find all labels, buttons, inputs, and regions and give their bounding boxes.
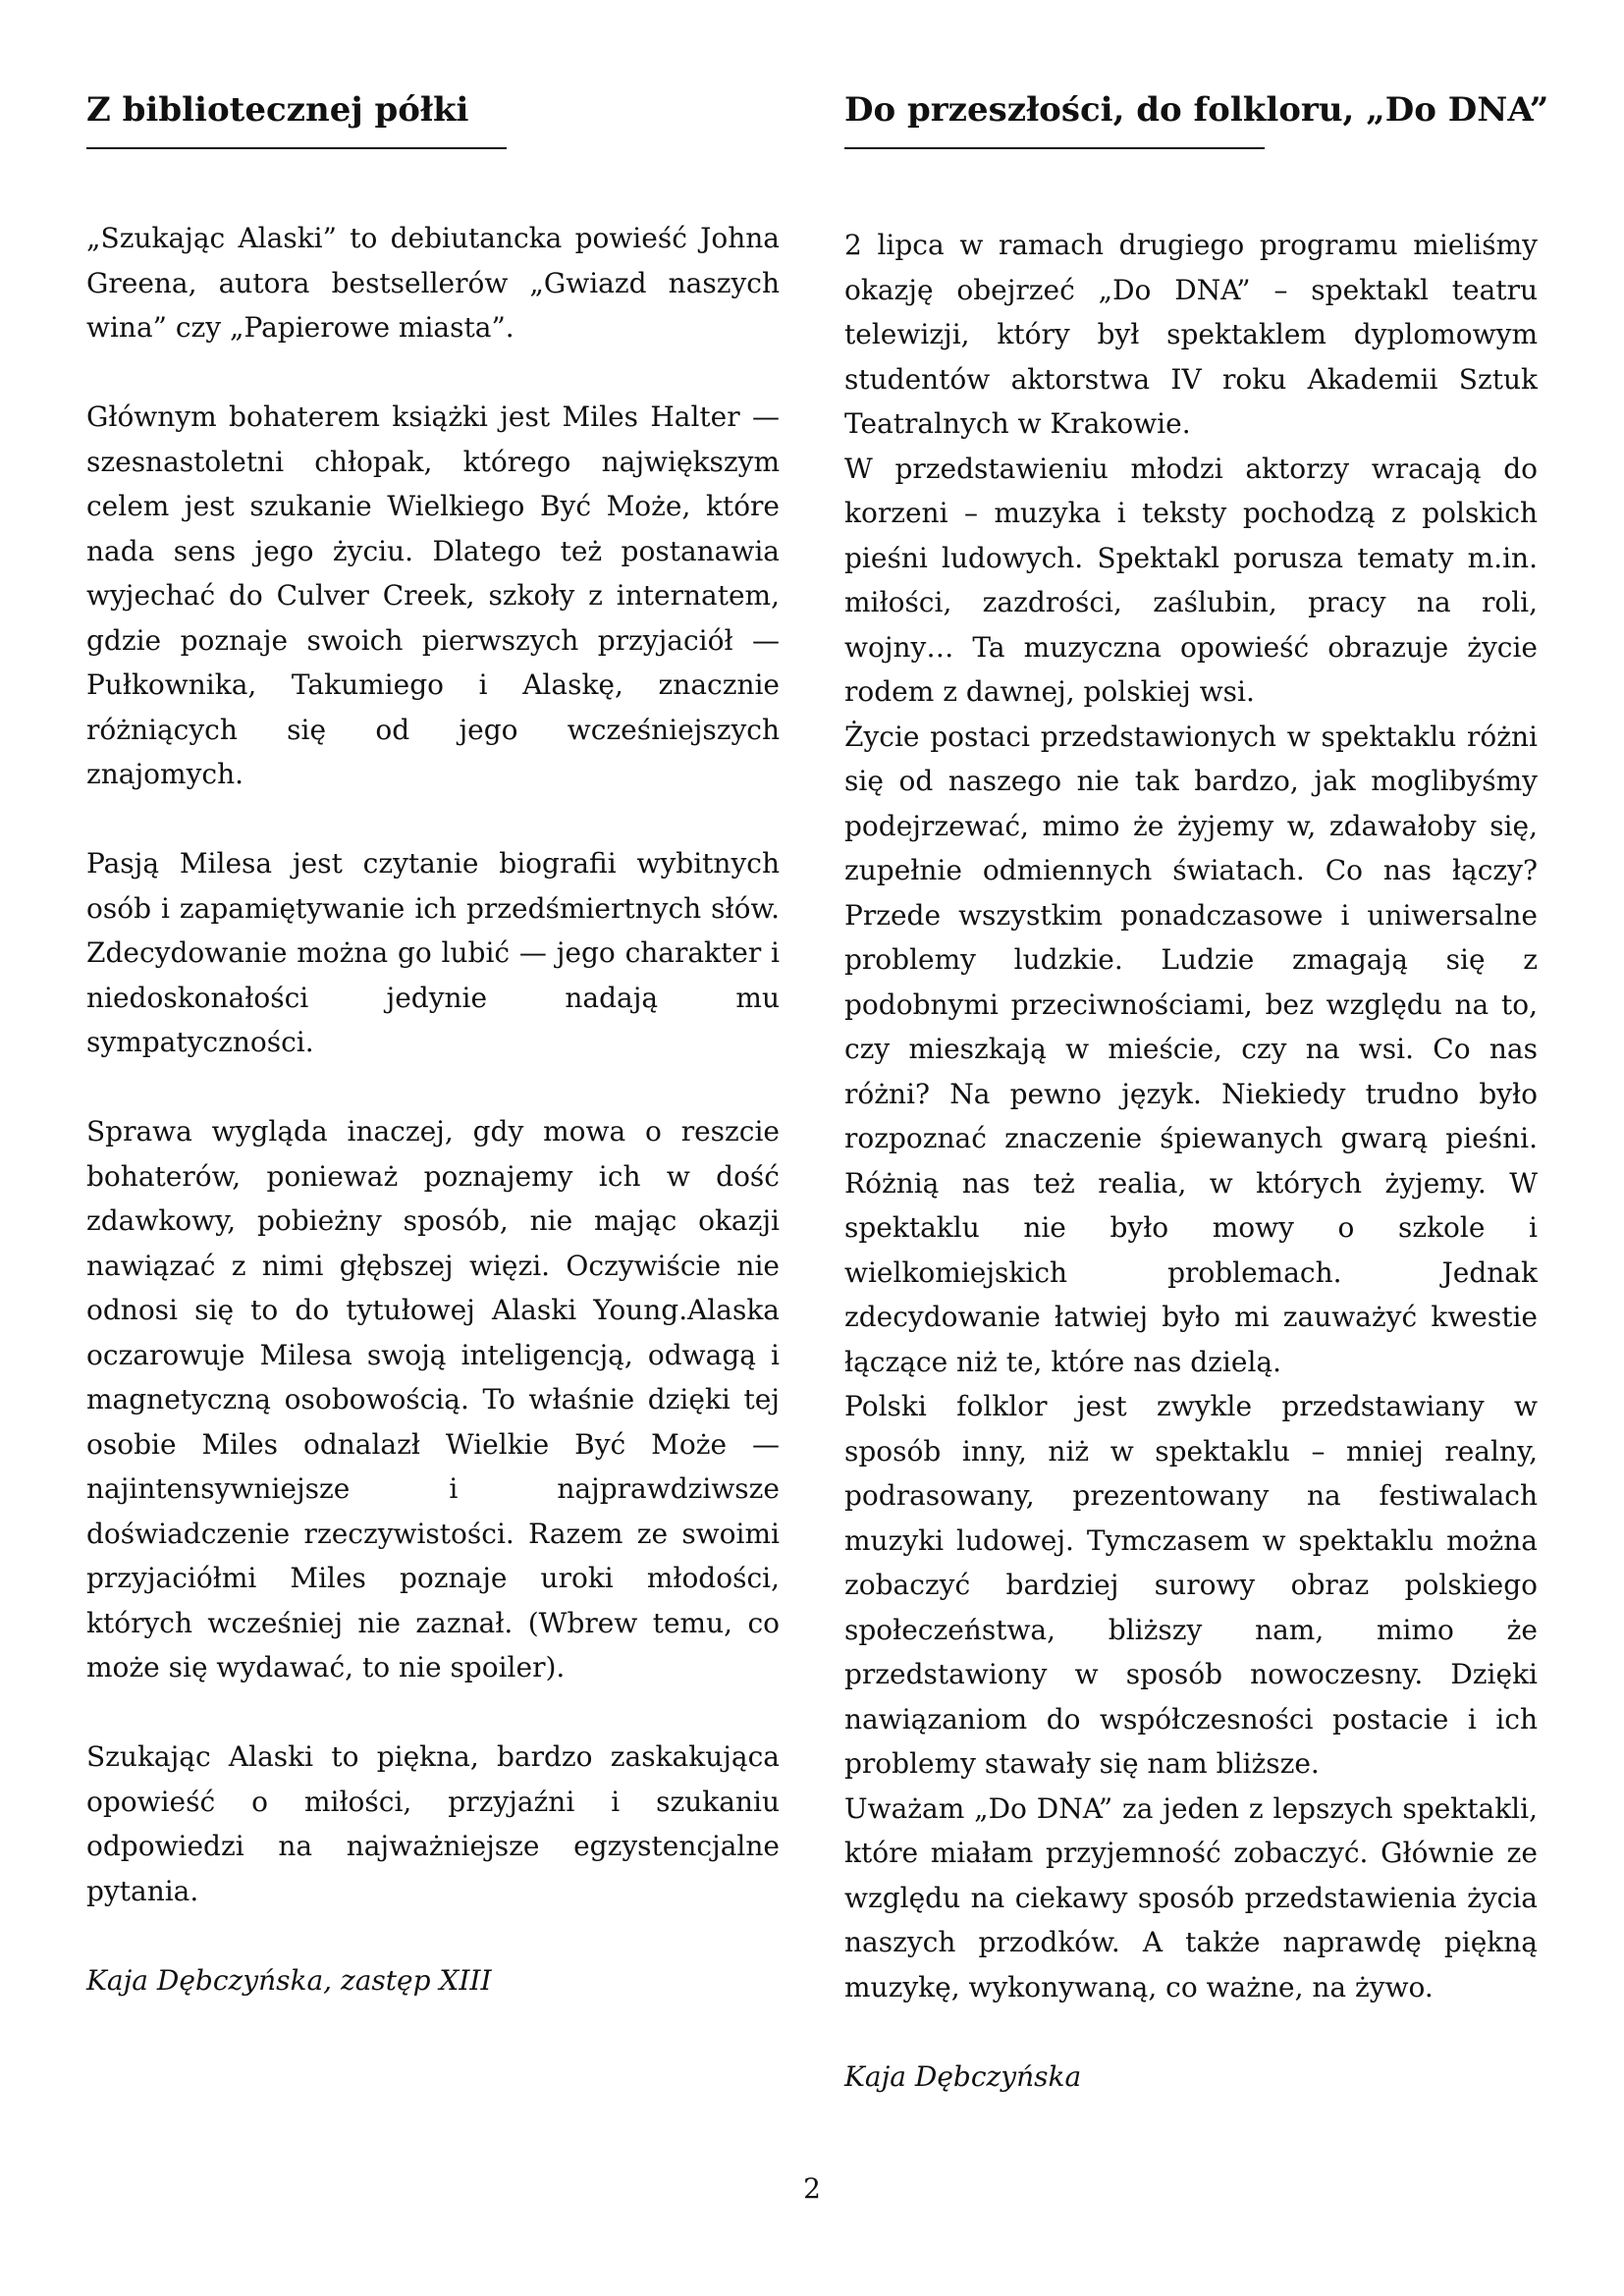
right-article-signature: Kaja Dębczyńska: [844, 2059, 1082, 2093]
page-number: 2: [803, 2172, 821, 2205]
right-paragraph-3: Życie postaci przedstawionych w spektaklu różni się od naszego nie tak bardzo, jak moglibyśmy podejrzewać, mimo że żyjemy w, zdawałoby się, zupełnie odmiennych światach. Co nas łączy? Przede wszystkim ponadczasowe i uniwersalne problemy ludzkie. Ludzie zmagają się z podobnymi przeciwnościami, bez względu na to, czy mieszkają w mieście, czy na wsi. Co nas różni? Na pewno język. Niekiedy trudno było rozpoznać znaczenie śpiewanych gwarą pieśni. Różnią nas też realia, w których żyjemy. W spektaklu nie było mowy o szkole i wielkomiejskich problemach. Jednak zdecydowanie łatwiej było mi zauważyć kwestie łączące niż te, które nas dzielą.: [844, 720, 1538, 1378]
left-paragraph-3: Pasją Milesa jest czytanie biografii wybitnych osób i zapamiętywanie ich przedśmiertnych słów. Zdecydowanie można go lubić — jego charakter i niedoskonałości jedynie nadają mu sympatyczności.: [86, 847, 780, 1058]
right-article-body: [844, 223, 1538, 2099]
left-paragraph-5: Szukając Alaski to piękna, bardzo zaskakująca opowieść o miłości, przyjaźni i szukaniu odpowiedzi na najważniejsze egzystencjalne pytania.: [86, 1740, 780, 1907]
right-article-heading: Do przeszłości, do folkloru, „Do DNA”: [844, 90, 1549, 130]
right-heading-underline: [844, 147, 1265, 149]
right-paragraph-2: W przedstawieniu młodzi aktorzy wracają do korzeni – muzyka i teksty pochodzą z polskich pieśni ludowych. Spektakl porusza tematy m.in. miłości, zazdrości, zaślubin, pracy na roli, wojny… Ta muzyczna opowieść obrazuje życie rodem z dawnej, polskiej wsi.: [844, 452, 1538, 708]
right-paragraph-4: Polski folklor jest zwykle przedstawiany w sposób inny, niż w spektaklu – mniej realny, podrasowany, prezentowany na festiwalach muzyki ludowej. Tymczasem w spektaklu można zobaczyć bardziej surowy obraz polskiego społeczeństwa, bliższy nam, mimo że przedstawiony w sposób nowoczesny. Dzięki nawiązaniom do współczesności postacie i ich problemy stawały się nam bliższe.: [844, 1390, 1538, 1780]
left-paragraph-2: Głównym bohaterem książki jest Miles Halter — szesnastoletni chłopak, którego największym celem jest szukanie Wielkiego Być Może, które nada sens jego życiu. Dlatego też postanawia wyjechać do Culver Creek, szkoły z internatem, gdzie poznaje swoich pierwszych przyjaciół — Pułkownika, Takumiego i Alaskę, znacznie różniących się od jego wcześniejszych znajomych.: [86, 400, 780, 790]
right-paragraph-1: 2 lipca w ramach drugiego programu mieliśmy okazję obejrzeć „Do DNA” – spektakl teatru telewizji, który był spektaklem dyplomowym studentów aktorstwa IV roku Akademii Sztuk Teatralnych w Krakowie.: [844, 229, 1538, 440]
left-heading-underline: [86, 147, 507, 149]
right-paragraph-5: Uważam „Do DNA” za jeden z lepszych spektakli, które miałam przyjemność zobaczyć. Głównie ze względu na ciekawy sposób przedstawienia życia naszych przodków. A także naprawdę piękną muzykę, wykonywaną, co ważne, na żywo.: [844, 1791, 1538, 2003]
left-article-heading: Z bibliotecznej półki: [86, 90, 469, 130]
left-paragraph-4: Sprawa wygląda inaczej, gdy mowa o reszcie bohaterów, ponieważ poznajemy ich w dość zdawkowy, pobieżny sposób, nie mając okazji nawiązać z nimi głębszej więzi. Oczywiście nie odnosi się to do tytułowej Alaski Young.Alaska oczarowuje Milesa swoją inteligencją, odwagą i magnetyczną osobowością. To właśnie dzięki tej osobie Miles odnalazł Wielkie Być Może — najintensywniejsze i najprawdziwsze doświadczenie rzeczywistości. Razem ze swoimi przyjaciółmi Miles poznaje uroki młodości, których wcześniej nie zaznał. (Wbrew temu, co może się wydawać, to nie spoiler).: [86, 1115, 780, 1683]
left-article-body: [86, 216, 780, 2002]
left-paragraph-1: „Szukając Alaski” to debiutancka powieść Johna Greena, autora bestsellerów „Gwiazd naszych wina” czy „Papierowe miasta”.: [86, 222, 780, 344]
left-article-signature: Kaja Dębczyńska, zastęp XIII: [86, 1963, 492, 1997]
